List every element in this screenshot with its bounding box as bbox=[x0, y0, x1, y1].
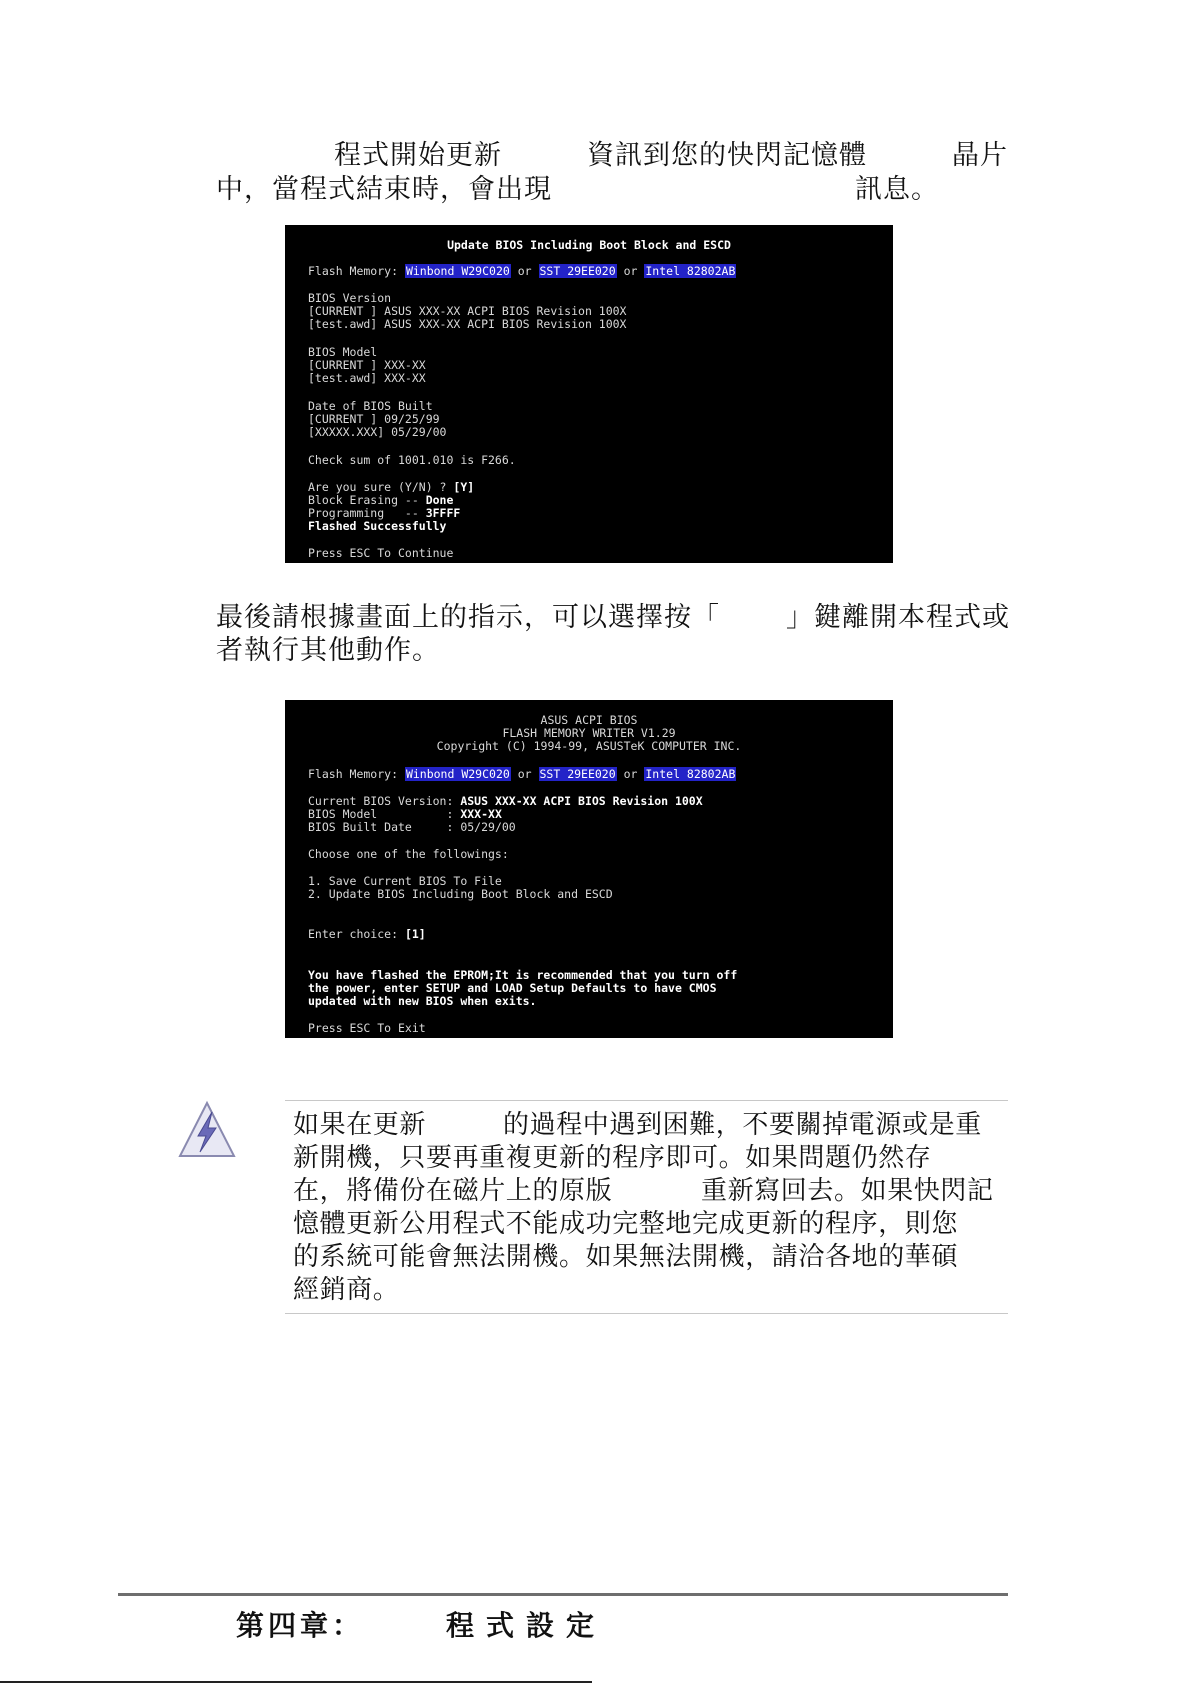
intro-line2-b: 訊息。 bbox=[855, 174, 939, 205]
footer-chapter: 第四章： bbox=[236, 1609, 365, 1642]
middle-line2: 者執行其他動作。 bbox=[216, 635, 440, 666]
programming-status: 3FFFF bbox=[425, 506, 461, 520]
middle-line1-b: 」鍵離開本程式或 bbox=[786, 602, 1010, 633]
erasing-label: Block Erasing -- bbox=[308, 493, 426, 507]
warning-lightning-icon bbox=[176, 1100, 238, 1160]
or-separator: or bbox=[510, 264, 539, 278]
current-version-label: Current BIOS Version: bbox=[308, 794, 461, 808]
flash-chip-winbond: Winbond W29C020 bbox=[405, 767, 510, 781]
current-version-value: ASUS XXX-XX ACPI BIOS Revision 100X bbox=[460, 794, 703, 808]
bios-version-current: [CURRENT ] ASUS XXX-XX ACPI BIOS Revision 100X bbox=[308, 304, 627, 318]
bios-model-heading: BIOS Model bbox=[308, 345, 378, 359]
enter-choice-label: Enter choice: bbox=[308, 927, 405, 941]
note-line3-b: 重新寫回去。如果快閃記 bbox=[701, 1176, 994, 1206]
press-esc-continue: Press ESC To Continue bbox=[308, 546, 454, 560]
flash-chip-intel: Intel 82802AB bbox=[645, 264, 736, 278]
programming-label: Programming -- bbox=[308, 506, 426, 520]
confirm-question: Are you sure (Y/N) ? bbox=[308, 480, 454, 494]
note-line2: 新開機，只要再重複更新的程序即可。如果問題仍然存 bbox=[293, 1143, 932, 1173]
page-bottom-rule bbox=[0, 1681, 592, 1683]
or-separator: or bbox=[616, 767, 645, 781]
intro-line1-a: 程式開始更新 bbox=[334, 140, 502, 171]
middle-line1-a: 最後請根據畫面上的指示，可以選擇按「 bbox=[216, 602, 720, 633]
flash-chip-winbond: Winbond W29C020 bbox=[405, 264, 510, 278]
footer-rule bbox=[118, 1593, 1008, 1596]
flash-chip-sst: SST 29EE020 bbox=[539, 264, 616, 278]
bios-date-value: 05/29/00 bbox=[460, 820, 516, 834]
erasing-status: Done bbox=[425, 493, 454, 507]
enter-choice-value: [1] bbox=[404, 927, 426, 941]
flash-label: Flash Memory: bbox=[308, 264, 405, 278]
or-separator: or bbox=[616, 264, 645, 278]
bios-model-label: BIOS Model : bbox=[308, 807, 461, 821]
flash-label: Flash Memory: bbox=[308, 767, 405, 781]
notice-line1: You have flashed the EPROM;It is recommended that you turn off bbox=[308, 968, 738, 982]
notice-line3: updated with new BIOS when exits. bbox=[308, 994, 537, 1008]
flash-chip-sst: SST 29EE020 bbox=[539, 767, 616, 781]
confirm-answer: [Y] bbox=[453, 480, 475, 494]
flashed-status: Flashed Successfully bbox=[308, 519, 447, 533]
intro-line2-a: 中，當程式結束時，會出現 bbox=[216, 174, 552, 205]
screen1-title: Update BIOS Including Boot Block and ESCD bbox=[447, 238, 731, 252]
bios-model-value: XXX-XX bbox=[460, 807, 502, 821]
footer-title: 程式設定 bbox=[446, 1609, 607, 1642]
bios-update-screen bbox=[285, 225, 893, 563]
bios-date-file: [XXXXX.XXX] 05/29/00 bbox=[308, 425, 447, 439]
bios-date-label: BIOS Built Date : bbox=[308, 820, 461, 834]
bios-date-current: [CURRENT ] 09/25/99 bbox=[308, 412, 440, 426]
screen1-flash-memory bbox=[308, 265, 736, 278]
screen2-flash-memory bbox=[308, 768, 736, 781]
note-line1-b: 的過程中遇到困難，不要關掉電源或是重 bbox=[503, 1110, 982, 1140]
note-line4: 憶體更新公用程式不能成功完整地完成更新的程序，則您 bbox=[293, 1209, 959, 1239]
bios-version-heading: BIOS Version bbox=[308, 291, 392, 305]
intro-line1-c: 晶片 bbox=[952, 140, 1008, 171]
bios-date-heading: Date of BIOS Built bbox=[308, 399, 433, 413]
note-line6: 經銷商。 bbox=[293, 1275, 400, 1305]
screen2-head2: FLASH MEMORY WRITER V1.29 bbox=[502, 726, 676, 740]
choose-prompt: Choose one of the followings: bbox=[308, 847, 509, 861]
bios-model-test: [test.awd] XXX-XX bbox=[308, 371, 426, 385]
flash-chip-intel: Intel 82802AB bbox=[645, 767, 736, 781]
enter-choice-line bbox=[308, 928, 426, 941]
or-separator: or bbox=[510, 767, 539, 781]
flash-writer-screen bbox=[285, 700, 893, 1038]
option-update-bios: 2. Update BIOS Including Boot Block and ESCD bbox=[308, 887, 613, 901]
option-save-bios: 1. Save Current BIOS To File bbox=[308, 874, 502, 888]
warning-note bbox=[285, 1100, 1008, 1314]
bios-version-test: [test.awd] ASUS XXX-XX ACPI BIOS Revision 100X bbox=[308, 317, 627, 331]
checksum-line: Check sum of 1001.010 is F266. bbox=[308, 453, 516, 467]
bios-model-current: [CURRENT ] XXX-XX bbox=[308, 358, 426, 372]
notice-line2: the power, enter SETUP and LOAD Setup Defaults to have CMOS bbox=[308, 981, 717, 995]
screen2-copyright: Copyright (C) 1994-99, ASUSTeK COMPUTER INC. bbox=[436, 739, 742, 753]
screen2-head1: ASUS ACPI BIOS bbox=[540, 713, 638, 727]
press-esc-exit: Press ESC To Exit bbox=[308, 1021, 426, 1035]
bios-date-line bbox=[308, 821, 516, 834]
note-line1-a: 如果在更新 bbox=[293, 1110, 427, 1140]
intro-line1-b: 資訊到您的快閃記憶體 bbox=[587, 140, 867, 171]
note-line5: 的系統可能會無法開機。如果無法開機，請洽各地的華碩 bbox=[293, 1242, 959, 1272]
note-line3-a: 在，將備份在磁片上的原版 bbox=[293, 1176, 613, 1206]
